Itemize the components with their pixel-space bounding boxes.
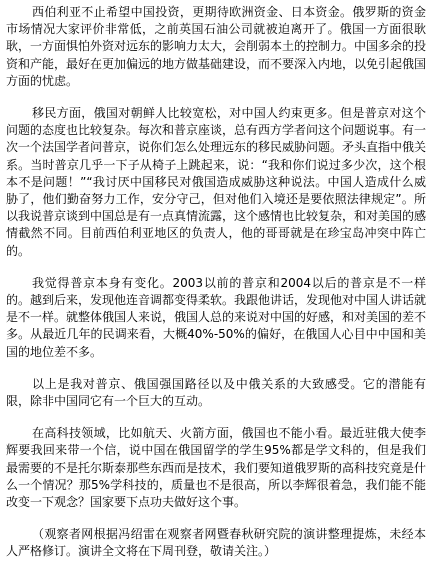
- paragraph-gap: [6, 90, 426, 105]
- paragraph-summary: 以上是我对普京、俄国强国路径以及中俄关系的大致感受。它的潜能有限，除非中国同它有一个巨大的互动。: [6, 376, 426, 409]
- paragraph-gap: [6, 511, 426, 526]
- paragraph-putin-change: 我觉得普京本身有变化。2003以前的普京和2004以后的普京是不一样的。越到后来，发现他连音调都变得柔软。我跟他讲话，发现他对中国人讲话就是不一样。就整体俄国人来说，俄国人总的来说对中国的好感，和对美国的差不多。从最近几年的民调来看，大概40%-50%的偏好，在俄国人心目中中国和美国的地位差不多。: [6, 275, 427, 359]
- paragraph-gap: [6, 260, 426, 275]
- paragraph-siberia-investment: 西伯利亚不止希望中国投资，更期待欧洲资金、日本资金。俄罗斯的资金市场情况大家评价非常低，之前英国石油公司就被迫离开了。俄国一方面很耿耿，一方面惧怕外资对远东的影响力太大，会削弱本土的控制力。中国多余的投资和产能，最好在更加偏远的地方做基础建设，而不要深入内地，以免引起俄国方面的忧虑。: [6, 5, 427, 88]
- editor-note: （观察者网根据冯绍雷在观察者网暨春秋研究院的演讲整理提炼，未经本人严格修订。演讲全文将在下周刊登，敬请关注。）: [6, 527, 426, 559]
- paragraph-high-tech: 在高科技领域，比如航天、火箭方面，俄国也不能小看。最近驻俄大使李辉要我回来带一个信，说中国在俄国留学的学生95%都是学文科的，但是我们最需要的不是托尔斯泰那些东西而是技术，我们要知道俄罗斯的高科技究竟是什么一个情况？那5%学科技的，质量也不是很高，所以李辉很着急，我们能不能改变一下观念？国家要下点功夫做好这个事。: [6, 426, 427, 510]
- paragraph-gap: [6, 361, 426, 376]
- paragraph-immigration: 移民方面，俄国对朝鲜人比较宽松，对中国人约束更多。但是普京对这个问题的态度也比较复杂。每次和普京座谈，总有西方学者问这个问题说事。有一次一个法国学者问普京，说你们怎么处理远东的移民威胁问题。矛头直指中俄关系。当时普京几乎一下子从椅子上跳起来，说：“我和你们说过多少次，这个根本不是问题！”“我讨厌中国移民对俄国造成威胁这种说法。中国人造成什么威胁了，他们勤奋努力工作，安分守己，但对他们入境还是要依照法律规定”。所以我说普京谈到中国总是有一点真情流露，这个感情也比较复杂，和对美国的感情截然不同。目前西伯利亚地区的负责人，他的哥哥就是在珍宝岛冲突中阵亡的。: [6, 106, 427, 258]
- paragraph-gap: [6, 410, 426, 425]
